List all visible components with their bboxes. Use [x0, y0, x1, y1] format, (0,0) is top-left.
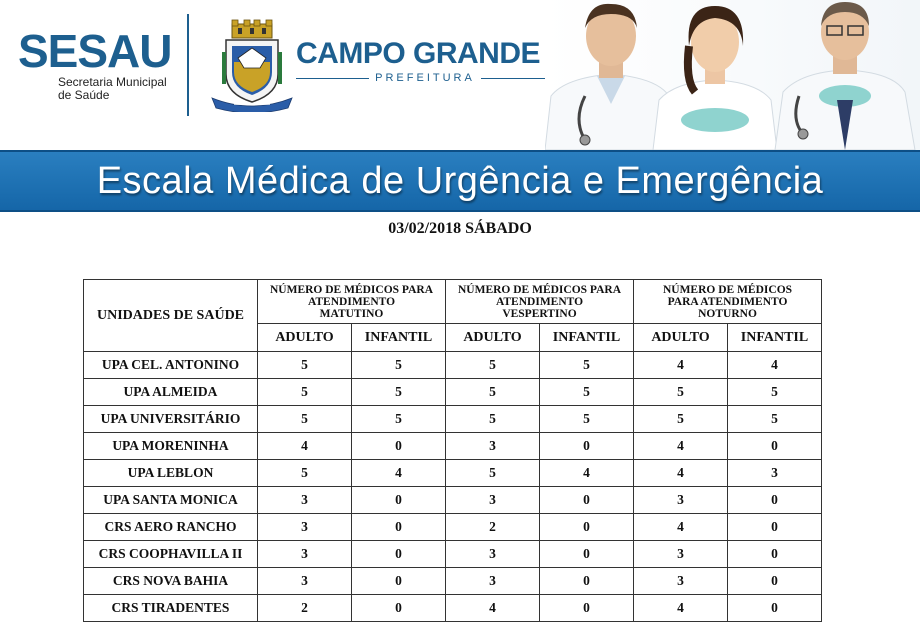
table-row [84, 352, 822, 379]
count-cell: 3 [446, 433, 540, 460]
count-cell: 5 [540, 352, 634, 379]
count-cell: 4 [352, 460, 446, 487]
count-cell: 0 [728, 568, 822, 595]
subheader-adulto: ADULTO [446, 324, 540, 352]
count-cell: 2 [446, 514, 540, 541]
count-cell: 5 [634, 406, 728, 433]
count-cell: 0 [728, 433, 822, 460]
subheader-adulto: ADULTO [634, 324, 728, 352]
sesau-logo [18, 25, 172, 102]
unit-name: UPA ALMEIDA [84, 379, 258, 406]
period-header-matutino [258, 280, 446, 324]
count-cell: 5 [540, 406, 634, 433]
title-banner [0, 150, 920, 212]
count-cell: 5 [258, 379, 352, 406]
period-header-line: ATENDIMENTO [307, 295, 396, 308]
unit-column-header: UNIDADES DE SAÚDE [84, 280, 258, 352]
count-cell: 3 [258, 541, 352, 568]
count-cell: 0 [352, 487, 446, 514]
subheader-adulto: ADULTO [258, 324, 352, 352]
table-row [84, 541, 822, 568]
count-cell: 3 [258, 487, 352, 514]
subheader-infantil: INFANTIL [540, 324, 634, 352]
count-cell: 5 [446, 379, 540, 406]
table-row [84, 568, 822, 595]
count-cell: 3 [634, 487, 728, 514]
count-cell: 5 [352, 406, 446, 433]
sesau-subtitle [58, 76, 171, 102]
subtitle-rule-right [481, 78, 554, 79]
count-cell: 4 [540, 460, 634, 487]
count-cell: 0 [352, 541, 446, 568]
table-row [84, 514, 822, 541]
count-cell: 0 [352, 595, 446, 622]
count-cell: 4 [634, 514, 728, 541]
count-cell: 3 [446, 487, 540, 514]
schedule-table [83, 279, 822, 622]
city-name: CAMPO GRANDE [296, 37, 541, 70]
period-header-line: NOTURNO [698, 307, 757, 320]
schedule-date: 03/02/2018 SÁBADO [388, 220, 532, 237]
subtitle-rule-left [296, 78, 369, 79]
table-row [84, 433, 822, 460]
count-cell: 5 [258, 406, 352, 433]
period-header-line: NÚMERO DE MÉDICOS [662, 283, 793, 296]
count-cell: 3 [446, 568, 540, 595]
count-cell: 4 [728, 352, 822, 379]
sesau-wordmark: SESAU [18, 25, 172, 77]
count-cell: 3 [634, 541, 728, 568]
count-cell: 3 [258, 568, 352, 595]
subheader-infantil: INFANTIL [728, 324, 822, 352]
count-cell: 3 [728, 460, 822, 487]
count-cell: 4 [634, 595, 728, 622]
period-header-line: ATENDIMENTO [495, 295, 584, 308]
count-cell: 4 [634, 460, 728, 487]
unit-name: CRS NOVA BAHIA [84, 568, 258, 595]
count-cell: 4 [258, 433, 352, 460]
unit-name: UPA SANTA MONICA [84, 487, 258, 514]
period-header-vespertino [446, 280, 634, 324]
period-header-line: NÚMERO DE MÉDICOS PARA [457, 283, 622, 296]
table-header-row [84, 280, 822, 324]
city-subtitle: PREFEITURA [375, 72, 475, 84]
period-header-noturno [634, 280, 822, 324]
table-row [84, 595, 822, 622]
unit-name: CRS TIRADENTES [84, 595, 258, 622]
doctors-photo [545, 0, 920, 150]
count-cell: 0 [728, 541, 822, 568]
count-cell: 3 [634, 568, 728, 595]
count-cell: 0 [540, 595, 634, 622]
count-cell: 3 [258, 514, 352, 541]
unit-name: UPA MORENINHA [84, 433, 258, 460]
count-cell: 0 [540, 514, 634, 541]
banner-title: Escala Médica de Urgência e Emergência [96, 160, 824, 202]
count-cell: 5 [258, 460, 352, 487]
count-cell: 2 [258, 595, 352, 622]
count-cell: 5 [258, 352, 352, 379]
count-cell: 5 [446, 352, 540, 379]
table-row [84, 460, 822, 487]
period-header-line: NÚMERO DE MÉDICOS PARA [269, 283, 434, 296]
count-cell: 5 [352, 379, 446, 406]
city-crest-icon [208, 18, 296, 112]
period-header-line: PARA ATENDIMENTO [667, 295, 788, 308]
count-cell: 0 [352, 568, 446, 595]
count-cell: 0 [728, 487, 822, 514]
sesau-subtitle-line1: Secretaria Municipal [58, 75, 167, 89]
city-subtitle-row [296, 72, 554, 84]
count-cell: 3 [446, 541, 540, 568]
page-header [0, 0, 920, 150]
unit-name: UPA LEBLON [84, 460, 258, 487]
table-row [84, 379, 822, 406]
count-cell: 5 [540, 379, 634, 406]
count-cell: 4 [634, 352, 728, 379]
count-cell: 0 [540, 433, 634, 460]
period-header-line: MATUTINO [319, 307, 384, 320]
subheader-infantil: INFANTIL [352, 324, 446, 352]
logo-divider [187, 14, 189, 116]
count-cell: 5 [446, 406, 540, 433]
unit-name: UPA CEL. ANTONINO [84, 352, 258, 379]
count-cell: 5 [728, 379, 822, 406]
unit-name: CRS AERO RANCHO [84, 514, 258, 541]
count-cell: 5 [634, 379, 728, 406]
count-cell: 5 [728, 406, 822, 433]
table-row [84, 406, 822, 433]
count-cell: 0 [540, 568, 634, 595]
unit-name: UPA UNIVERSITÁRIO [84, 406, 258, 433]
table-row [84, 487, 822, 514]
sesau-subtitle-line2: de Saúde [58, 88, 110, 102]
count-cell: 0 [728, 595, 822, 622]
count-cell: 0 [728, 514, 822, 541]
count-cell: 0 [540, 541, 634, 568]
period-header-line: VESPERTINO [502, 307, 577, 320]
count-cell: 4 [634, 433, 728, 460]
campo-grande-logo [296, 38, 554, 84]
count-cell: 0 [352, 433, 446, 460]
count-cell: 5 [446, 460, 540, 487]
unit-name: CRS COOPHAVILLA II [84, 541, 258, 568]
count-cell: 0 [540, 487, 634, 514]
count-cell: 4 [446, 595, 540, 622]
count-cell: 5 [352, 352, 446, 379]
count-cell: 0 [352, 514, 446, 541]
